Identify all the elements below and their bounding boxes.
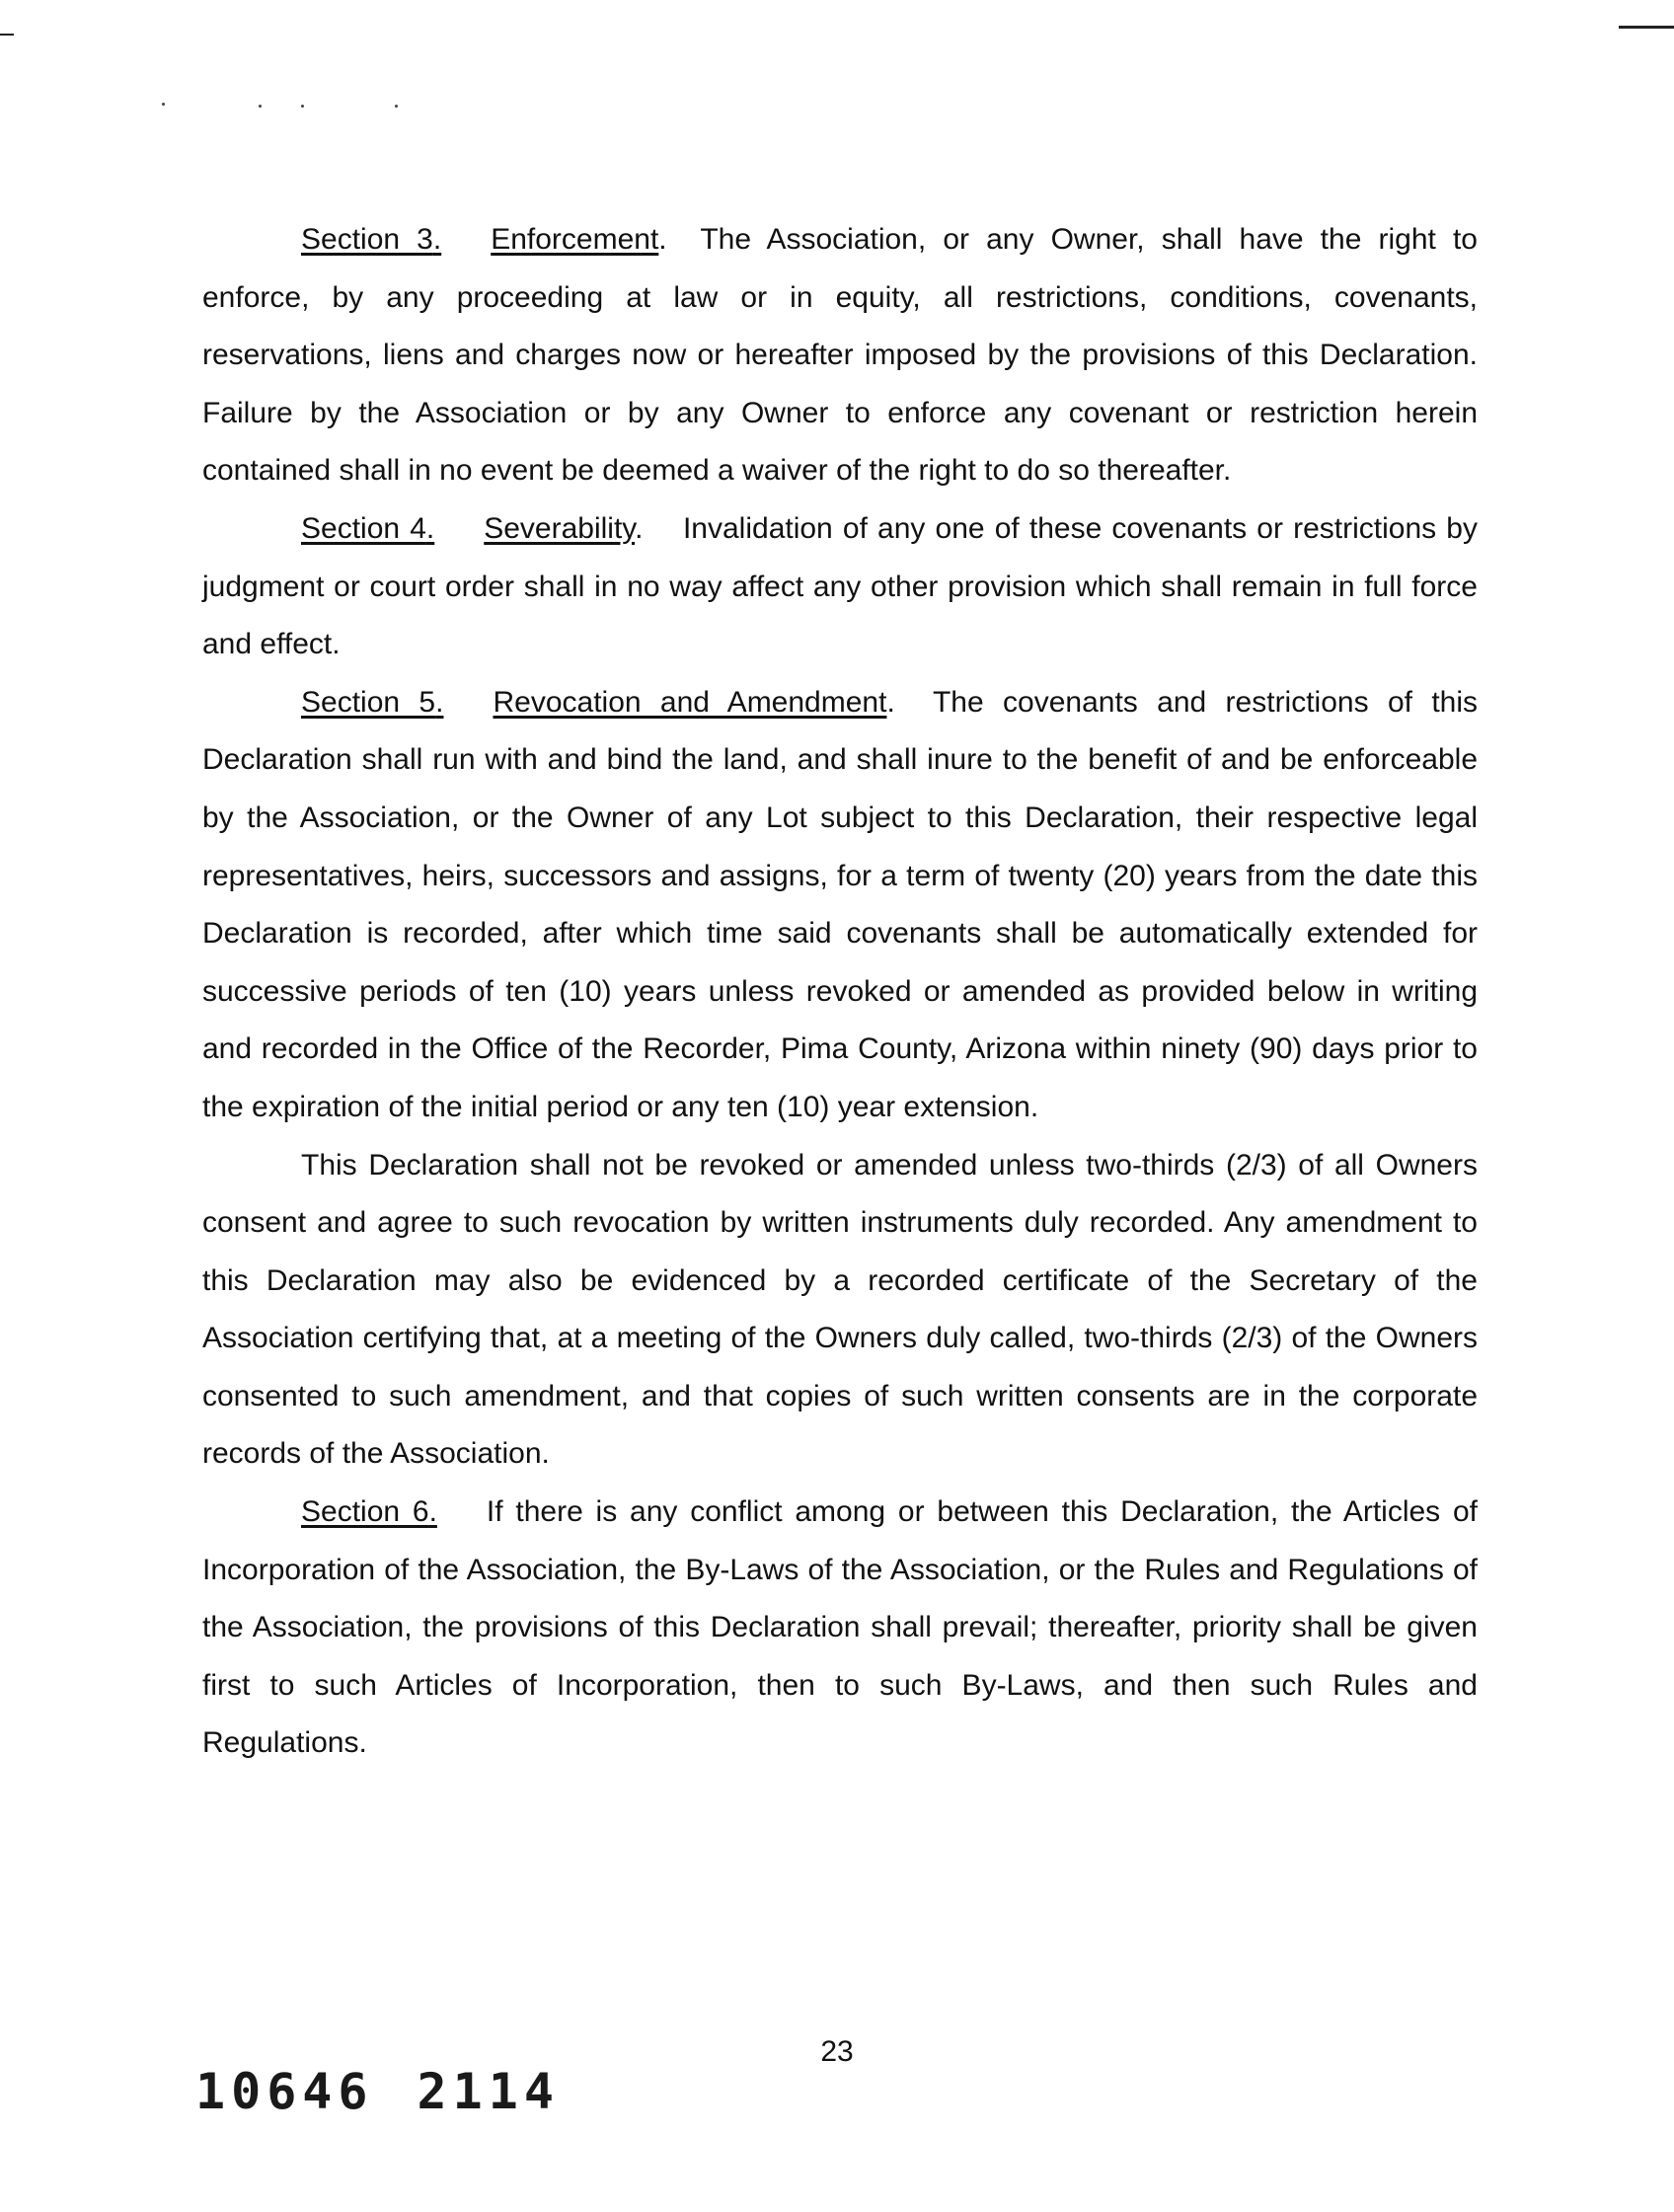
amendment-text: This Declaration shall not be revoked or amended unless two-thirds (2/3) of all Owners consent and agree to such revocation by written instruments duly recorded. Any amendment to this Declaration may also be evidenced by a recorded certificate of the Secretary of the Association certifying that, at a meeting of the Owners duly called, two-thirds (2/3) of the Owners consented to such amendment, and that copies of such written consents are in the corporate records of the Association.: [202, 1148, 1478, 1471]
section-3-number: Section 3.: [301, 223, 442, 256]
recording-stamp: [195, 2063, 603, 2120]
section-3-paragraph: Section 3. Enforcement. The Association, or any Owner, shall have the right to enforce, by any proceeding at law or in equity, all restrictions, conditions, covenants, reservations, liens and charges now or hereafter imposed by the provisions of this Declaration. Failure by the Association or by any Owner to enforce any covenant or restriction herein contained shall in no event be deemed a waiver of the right to do so thereafter.: [202, 223, 1478, 488]
scan-speck: [395, 105, 398, 108]
document-body: [202, 211, 1478, 1773]
section-6-text: If there is any conflict among or between this Declaration, the Articles of Incorporation of the Association, the By-Laws of the Association, or the Rules and Regulations of the Association, the provisions of this Declaration shall prevail; thereafter, priority shall be given first to such Articles of Incorporation, then to such By-Laws, and then such Rules and Regulations.: [202, 1495, 1478, 1760]
scan-speck: [301, 105, 304, 108]
scan-artifact-top-left: [0, 34, 14, 36]
section-5-text: The covenants and restrictions of this Declaration shall run with and bind the land, and shall inure to the benefit of and be enforceable by the Association, or the Owner of any Lot subject to this Declaration, their respective legal representatives, heirs, successors and assigns, for a term of twenty (20) years from the date this Declaration is recorded, after which time said covenants shall be automatically extended for successive periods of ten (10) years unless revoked or amended as provided below in writing and recorded in the Office of the Recorder, Pima County, Arizona within ninety (90) days prior to the expiration of the initial period or any ten (10) year extension.: [202, 685, 1479, 1123]
section-6-paragraph: [202, 1484, 1478, 1773]
scan-speck: [259, 105, 262, 108]
section-3-title: Enforcement: [491, 223, 659, 256]
recording-page: 2114: [417, 2063, 560, 2120]
section-4-paragraph: Section 4. Severability. Invalidation of any one of these covenants or restrictions by judgment or court order shall in no way affect any other provision which shall remain in full force and effect.: [202, 511, 1478, 661]
section-4-title: Severability: [484, 511, 636, 545]
amendment-paragraph: [202, 1137, 1478, 1485]
page-number: 23: [820, 2035, 854, 2068]
recording-docket: 10646: [195, 2063, 374, 2120]
section-6-number: Section 6.: [301, 1495, 437, 1529]
section-5-paragraph: Section 5. Revocation and Amendment. The covenants and restrictions of this Declaration shall run with and bind the land, and shall inure to the benefit of and be enforceable by the Association, or the Owner of any Lot subject to this Declaration, their respective legal representatives, heirs, successors and assigns, for a term of twenty (20) years from the date this Declaration is recorded, after which time said covenants shall be automatically extended for successive periods of ten (10) years unless revoked or amended as provided below in writing and recorded in the Office of the Recorder, Pima County, Arizona within ninety (90) days prior to the expiration of the initial period or any ten (10) year extension.: [202, 685, 1479, 1123]
scan-artifact-top-right: [1619, 26, 1674, 29]
section-3-text: The Association, or any Owner, shall have the right to enforce, by any proceeding at law or in equity, all restrictions, conditions, covenants, reservations, liens and charges now or hereafter imposed by the provisions of this Declaration. Failure by the Association or by any Owner to enforce any covenant or restriction herein contained shall in no event be deemed a waiver of the right to do so thereafter.: [202, 223, 1478, 488]
section-5-title: Revocation and Amendment: [493, 685, 887, 719]
section-4-text: Invalidation of any one of these covenants or restrictions by judgment or court order shall in no way affect any other provision which shall remain in full force and effect.: [202, 511, 1478, 661]
section-4-number: Section 4.: [301, 511, 435, 545]
scan-speck: [162, 103, 165, 106]
section-5-number: Section 5.: [301, 685, 444, 719]
